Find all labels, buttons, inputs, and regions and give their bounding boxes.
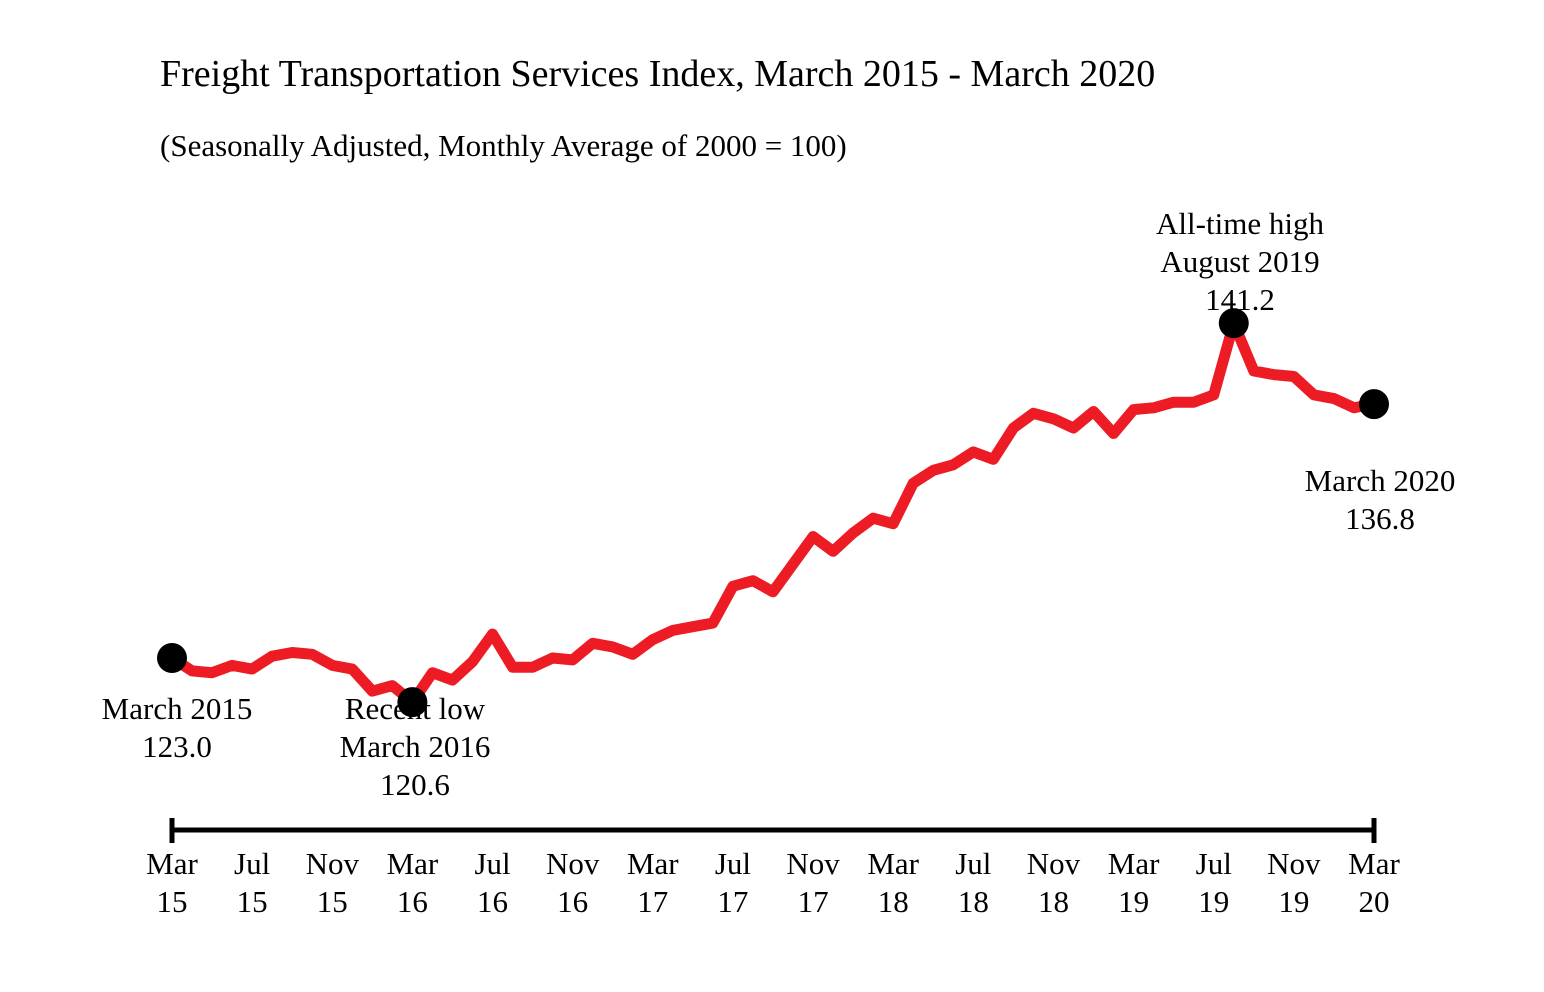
chart-title: Freight Transportation Services Index, March 2015 - March 2020 (160, 53, 1156, 95)
highlighted-point-markers (157, 308, 1389, 717)
annotation-march-2015-value: 123.0 (142, 728, 212, 764)
annotation-march-2020 (1230, 462, 1530, 538)
x-tick-month: Jul (234, 846, 271, 881)
x-tick-year: 16 (477, 883, 509, 919)
data-point-marker-march-2015 (157, 643, 187, 673)
x-tick-label (928, 845, 1018, 921)
x-tick-label (1169, 845, 1259, 921)
x-tick-year: 19 (1118, 883, 1150, 919)
x-tick-year: 15 (236, 883, 268, 919)
x-tick-year: 19 (1278, 883, 1310, 919)
annotation-recent-low-value: 120.6 (380, 766, 450, 802)
x-tick-label (1249, 845, 1339, 921)
x-tick-month: Mar (867, 846, 920, 881)
annotation-march-2015-line1: March 2015 (101, 691, 253, 726)
x-tick-label (1008, 845, 1098, 921)
x-tick-year: 18 (957, 883, 989, 919)
x-tick-month: Mar (146, 846, 198, 881)
x-tick-month: Mar (626, 846, 679, 881)
x-tick-year: 17 (717, 883, 749, 919)
annotation-march-2015 (62, 690, 292, 766)
x-tick-label (688, 845, 778, 921)
annotation-march-2020-line1: March 2020 (1304, 463, 1456, 498)
x-tick-month: Nov (305, 846, 359, 881)
x-tick-month: Nov (1026, 846, 1081, 881)
x-tick-month: Mar (386, 846, 439, 881)
x-axis-tick-labels (0, 845, 1544, 955)
x-tick-month: Jul (474, 846, 511, 881)
x-tick-month: Mar (1107, 846, 1160, 881)
x-tick-year: 18 (877, 883, 909, 919)
x-tick-label (1089, 845, 1179, 921)
annotation-all-time-high-line1: All-time high (1156, 206, 1324, 241)
x-tick-month: Nov (545, 846, 600, 881)
x-tick-label (528, 845, 618, 921)
x-tick-label (848, 845, 938, 921)
annotation-all-time-high-line2: August 2019 (1160, 243, 1320, 279)
x-tick-year: 16 (396, 883, 428, 919)
annotation-all-time-high-value: 141.2 (1205, 281, 1275, 317)
x-tick-label (287, 845, 377, 921)
annotation-recent-low-line2: March 2016 (339, 728, 491, 764)
x-tick-month: Mar (1348, 846, 1400, 881)
x-tick-month: Jul (714, 846, 752, 881)
x-tick-month: Nov (1267, 846, 1321, 881)
x-tick-label (1329, 845, 1419, 921)
chart-subtitle: (Seasonally Adjusted, Monthly Average of 2000 = 100) (160, 128, 847, 163)
x-axis (170, 818, 1376, 843)
index-line (172, 323, 1374, 702)
x-tick-month: Jul (1195, 846, 1232, 881)
x-tick-year: 17 (637, 883, 669, 919)
x-tick-year: 17 (797, 883, 829, 919)
x-tick-label (768, 845, 858, 921)
x-tick-year: 19 (1198, 883, 1230, 919)
x-tick-month: Jul (955, 846, 992, 881)
x-tick-label (367, 845, 457, 921)
annotation-march-2020-value: 136.8 (1345, 500, 1415, 536)
x-tick-year: 18 (1037, 883, 1069, 919)
freight-index-line-series (172, 323, 1374, 702)
x-tick-label (207, 845, 297, 921)
x-tick-year: 15 (156, 883, 188, 919)
x-tick-label (127, 845, 217, 921)
annotation-recent-low (300, 690, 530, 803)
annotation-recent-low-line1: Recent low (344, 691, 486, 726)
x-tick-year: 15 (316, 883, 348, 919)
x-tick-label (608, 845, 698, 921)
x-tick-label (448, 845, 538, 921)
x-tick-month: Nov (786, 846, 840, 881)
annotation-all-time-high (1040, 205, 1440, 318)
x-tick-year: 16 (557, 883, 589, 919)
x-tick-year: 20 (1358, 883, 1390, 919)
data-point-marker-march-2020 (1359, 389, 1389, 419)
